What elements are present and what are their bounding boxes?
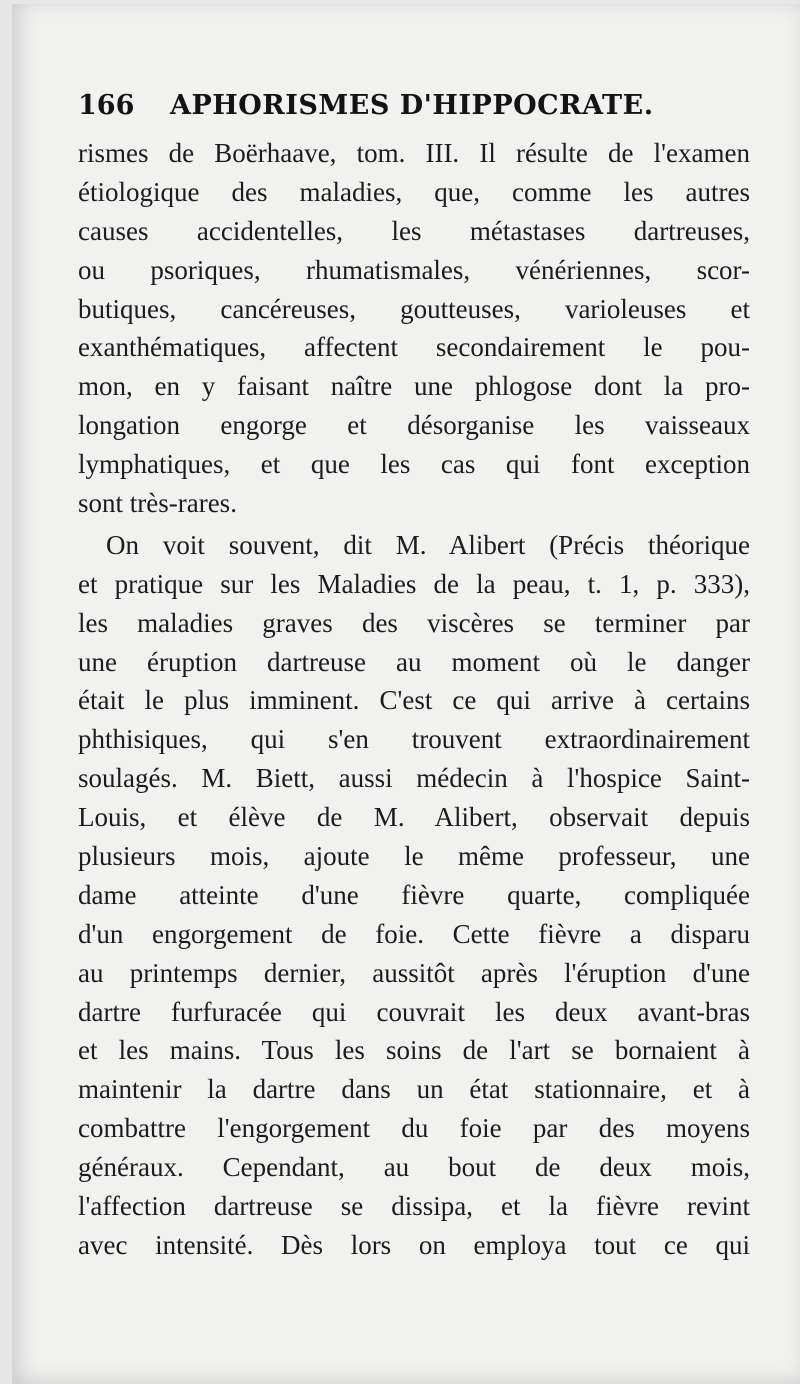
page-header [78, 90, 758, 121]
paragraph-1 [78, 134, 750, 523]
text-line: On voit souvent, dit M. Alibert (Précis théorique [106, 529, 750, 560]
page-number: 166 [78, 90, 135, 121]
text-line: soulagés. M. Biett, aussi médecin à l'hospice Saint- [78, 763, 750, 794]
text-line: l'affection dartreuse se dissipa, et la fièvre revint [78, 1191, 750, 1222]
text-line: sont très-rares. [78, 488, 237, 519]
text-line: ou psoriques, rhumatismales, vénériennes, scor- [78, 254, 750, 285]
text-line: au printemps dernier, aussitôt après l'éruption d'une [78, 957, 750, 988]
text-line: les maladies graves des viscères se terminer par [78, 607, 750, 638]
text-line: une éruption dartreuse au moment où le danger [78, 646, 750, 677]
text-line: était le plus imminent. C'est ce qui arrive à certains [78, 685, 750, 716]
text-line: longation engorge et désorganise les vaisseaux [78, 410, 750, 441]
text-line: exanthématiques, affectent secondairement le pou- [78, 332, 750, 363]
text-line: étiologique des maladies, que, comme les autres [78, 176, 750, 207]
text-line: combattre l'engorgement du foie par des moyens [78, 1113, 750, 1144]
text-line: et pratique sur les Maladies de la peau, t. 1, p. 333), [78, 568, 750, 599]
text-line: avec intensité. Dès lors on employa tout ce qui [78, 1229, 750, 1260]
text-line: lymphatiques, et que les cas qui font exception [78, 449, 750, 480]
text-line: phthisiques, qui s'en trouvent extraordinairement [78, 724, 750, 755]
text-line: dame atteinte d'une fièvre quarte, compliquée [78, 879, 750, 910]
text-line: causes accidentelles, les métastases dartreuses, [78, 215, 750, 246]
book-page [12, 4, 800, 1384]
text-line: et les mains. Tous les soins de l'art se bornaient à [78, 1035, 750, 1066]
text-line: généraux. Cependant, au bout de deux mois, [78, 1152, 750, 1183]
text-line: dartre furfuracée qui couvrait les deux avant-bras [78, 996, 750, 1027]
text-line: d'un engorgement de foie. Cette fièvre a disparu [78, 918, 750, 949]
text-line: mon, en y faisant naître une phlogose dont la pro- [78, 371, 750, 402]
text-line: plusieurs mois, ajoute le même professeur, une [78, 841, 750, 872]
running-title: APHORISMES D'HIPPOCRATE. [170, 90, 654, 121]
text-line: Louis, et élève de M. Alibert, observait depuis [78, 802, 750, 833]
text-line: maintenir la dartre dans un état stationnaire, et à [78, 1074, 750, 1105]
text-line: rismes de Boërhaave, tom. III. Il résulte de l'examen [78, 138, 750, 168]
text-line: butiques, cancéreuses, goutteuses, varioleuses et [78, 293, 750, 324]
body-text [78, 134, 750, 1265]
paragraph-2 [78, 526, 750, 1265]
